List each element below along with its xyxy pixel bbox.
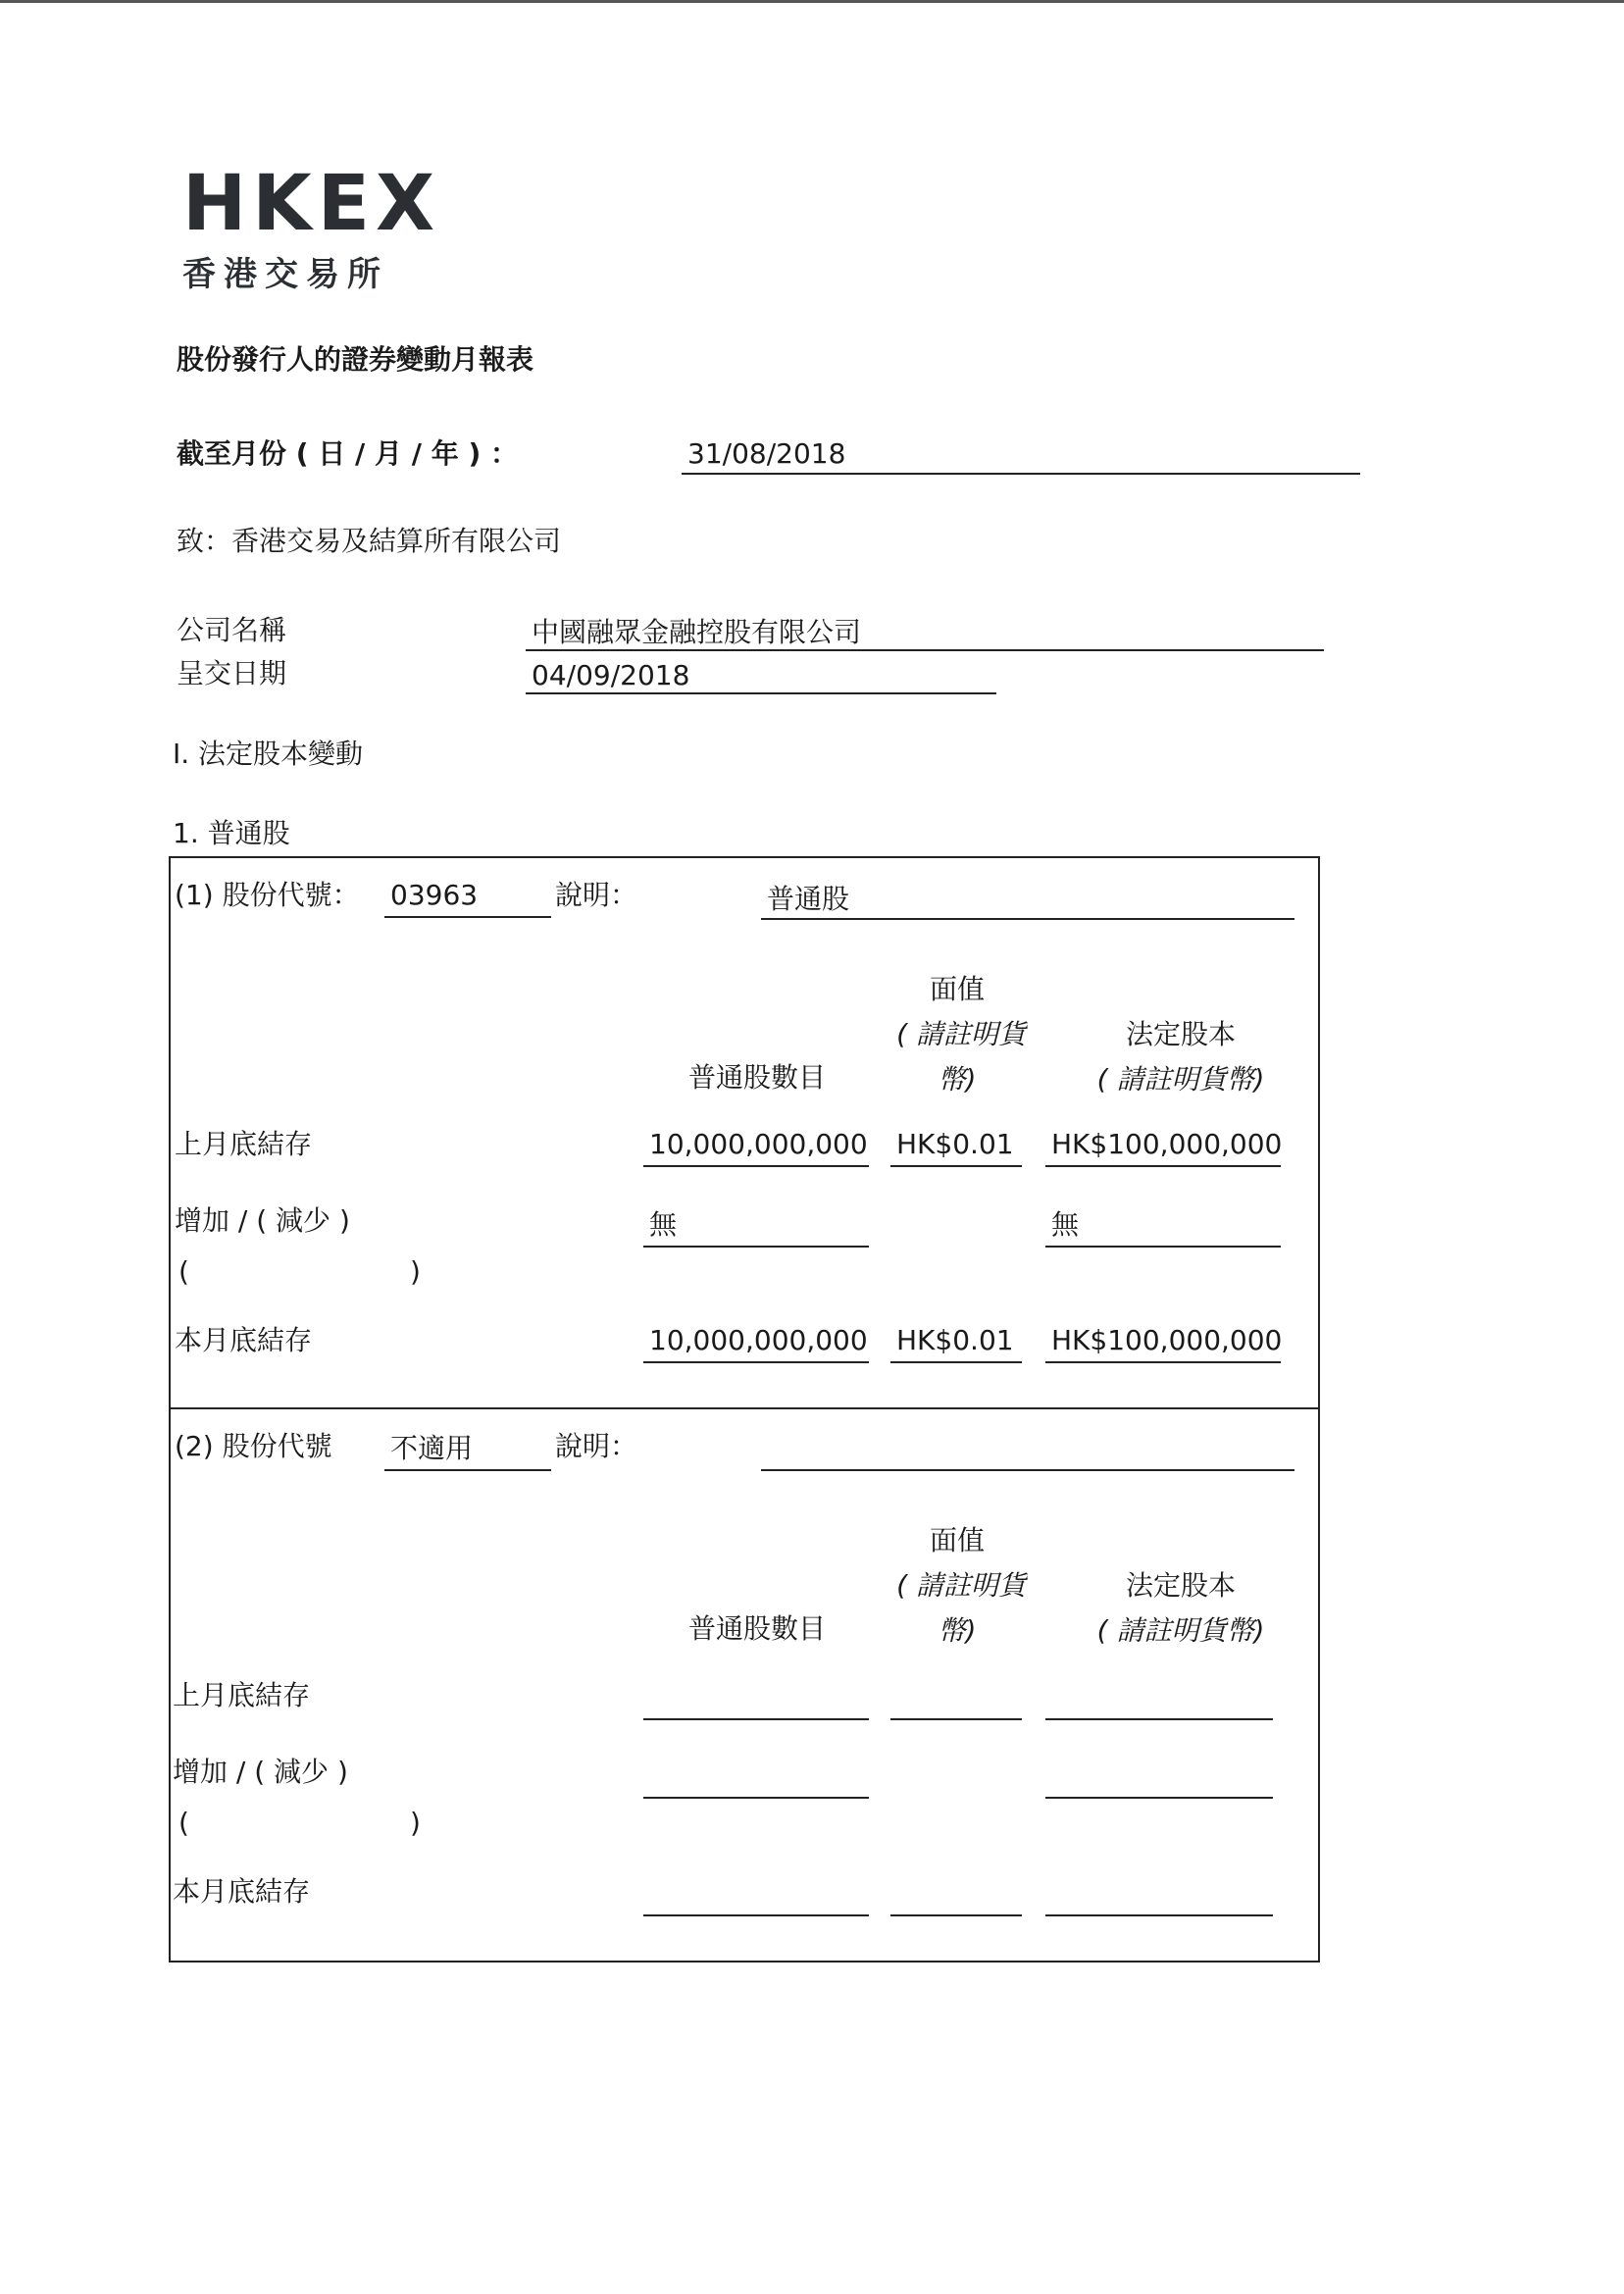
subsection-title: 1. 普通股 — [173, 817, 290, 849]
col-header-par-1: 面值 — [929, 973, 985, 1005]
prev-shares: 10,000,000,000 — [643, 1128, 869, 1167]
logo-name: 香港交易所 — [182, 255, 388, 294]
row-label-prev: 上月底結存 — [175, 1128, 313, 1160]
prev-par: HK$0.01 — [890, 1128, 1022, 1167]
col-header-par-2: ( 請註明貨 — [896, 1018, 1026, 1050]
table-divider — [169, 1407, 1320, 1409]
prev-auth: HK$100,000,000 — [1045, 1128, 1281, 1167]
period-label: 截至月份 ( 日 / 月 / 年 ) ： — [177, 437, 519, 470]
col-header-par-2: ( 請註明貨 — [896, 1569, 1026, 1602]
row-label-prev: 上月底結存 — [173, 1679, 311, 1711]
row-label-curr: 本月底結存 — [175, 1324, 313, 1356]
row-label-change: 增加 / ( 減少 ) — [173, 1756, 348, 1788]
description-field: 普通股 — [761, 883, 1294, 920]
stock-code-field: 不適用 — [384, 1432, 551, 1471]
description-label: 說明： — [555, 1430, 638, 1462]
company-name-field: 中國融眾金融控股有限公司 — [526, 616, 1324, 651]
change-open-paren: ( — [178, 1255, 189, 1288]
curr-par — [890, 1877, 1022, 1916]
period-field: 31/08/2018 — [682, 437, 1360, 475]
col-header-par-1: 面值 — [929, 1524, 985, 1556]
col-header-shares: 普通股數目 — [687, 1061, 826, 1094]
recipient-text: 致：香港交易及結算所有限公司 — [177, 525, 562, 557]
curr-shares — [643, 1877, 869, 1916]
col-header-par-3: 幣) — [938, 1614, 977, 1647]
stock-code-field: 03963 — [384, 879, 551, 918]
description-label: 說明： — [555, 879, 638, 911]
description-field — [761, 1434, 1294, 1471]
change-shares: 無 — [643, 1208, 869, 1248]
hkex-logo — [182, 160, 441, 295]
prev-par — [890, 1681, 1022, 1720]
change-close-paren: ) — [410, 1807, 421, 1839]
company-name-label: 公司名稱 — [177, 614, 287, 646]
col-header-par-3: 幣) — [938, 1063, 977, 1096]
stock-code-label: (2) 股份代號 — [175, 1430, 332, 1462]
change-close-paren: ) — [410, 1255, 421, 1288]
submission-date-field: 04/09/2018 — [526, 659, 996, 694]
curr-auth: HK$100,000,000 — [1045, 1324, 1281, 1363]
row-label-curr: 本月底結存 — [173, 1875, 311, 1908]
col-header-auth-1: 法定股本 — [1125, 1018, 1236, 1050]
submission-date-label: 呈交日期 — [177, 657, 287, 689]
curr-shares: 10,000,000,000 — [643, 1324, 869, 1363]
col-header-auth-2: ( 請註明貨幣) — [1096, 1614, 1265, 1647]
col-header-auth-2: ( 請註明貨幣) — [1096, 1063, 1265, 1096]
change-auth — [1045, 1759, 1273, 1799]
section-title: I. 法定股本變動 — [173, 738, 364, 770]
change-auth: 無 — [1045, 1208, 1281, 1248]
scan-top-border — [0, 0, 1624, 3]
curr-auth — [1045, 1877, 1273, 1916]
form-title: 股份發行人的證券變動月報表 — [177, 343, 534, 376]
prev-auth — [1045, 1681, 1273, 1720]
change-shares — [643, 1759, 869, 1799]
stock-code-label: (1) 股份代號： — [175, 879, 360, 911]
row-label-change: 增加 / ( 減少 ) — [175, 1204, 350, 1237]
col-header-auth-1: 法定股本 — [1125, 1569, 1236, 1602]
col-header-shares: 普通股數目 — [687, 1612, 826, 1645]
logo-mark: HKEX — [182, 160, 441, 248]
curr-par: HK$0.01 — [890, 1324, 1022, 1363]
change-open-paren: ( — [178, 1807, 189, 1839]
prev-shares — [643, 1681, 869, 1720]
